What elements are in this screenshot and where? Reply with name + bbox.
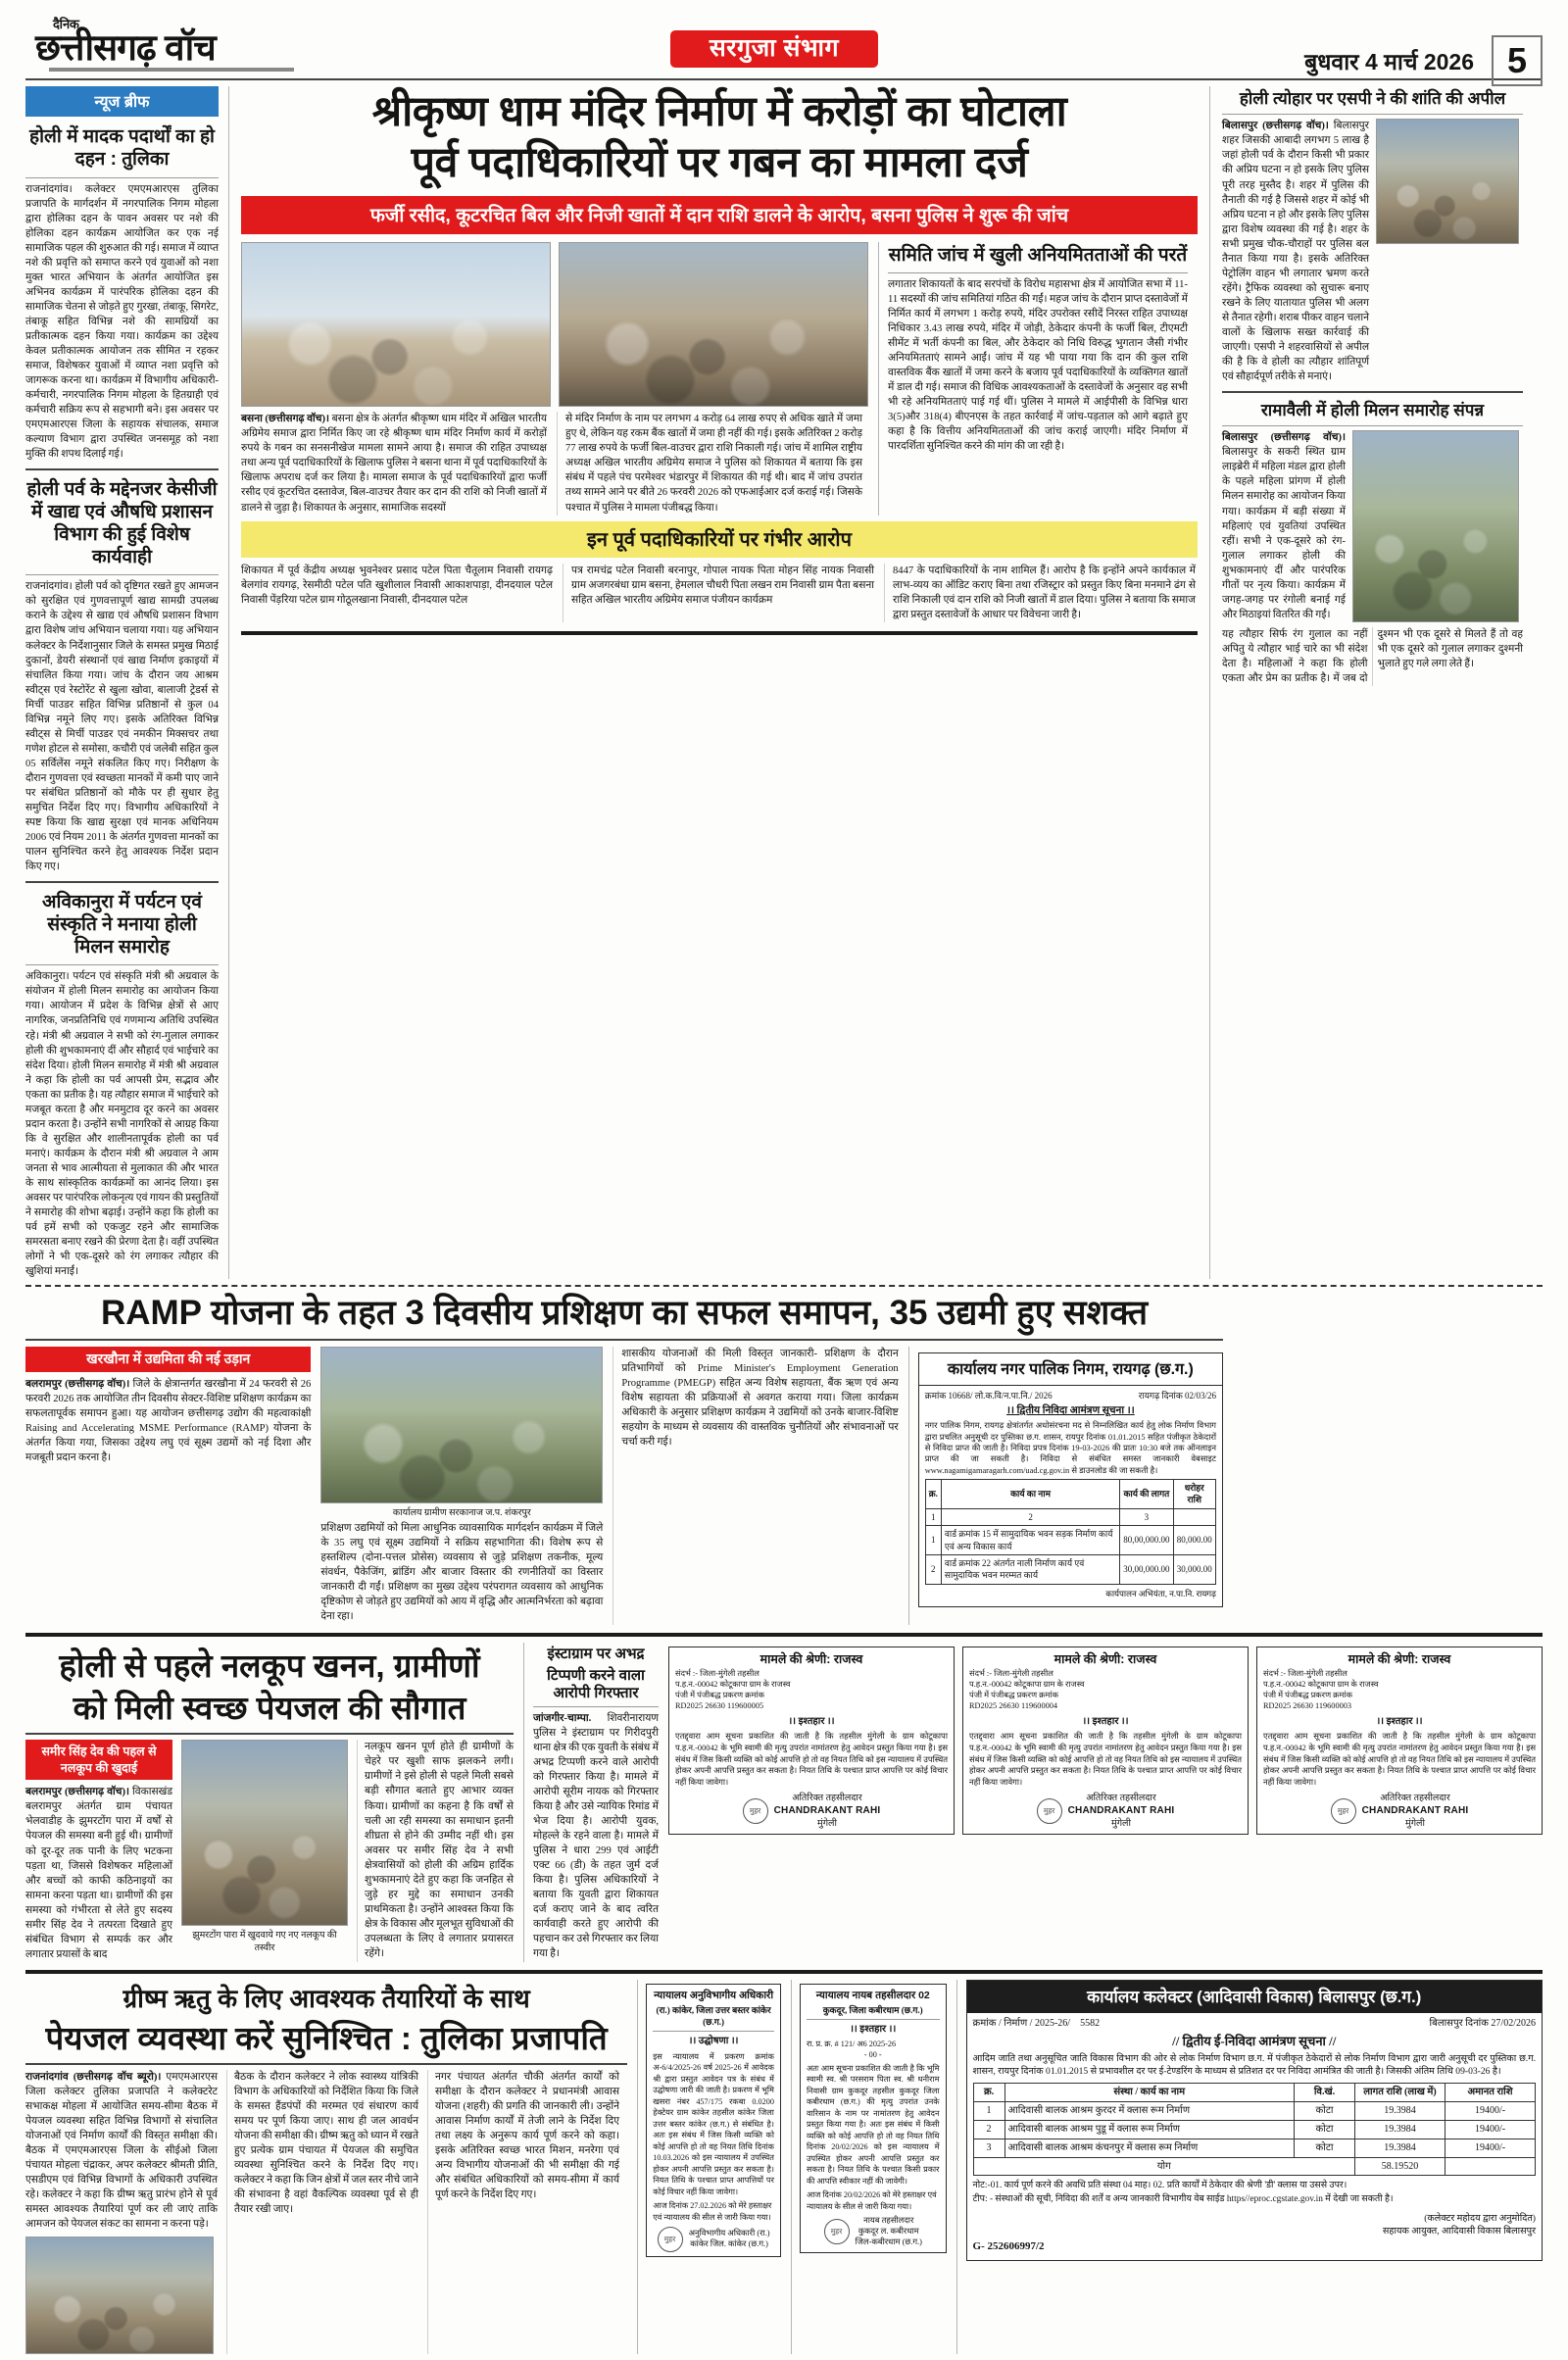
nalkoop-col-2: नलकूप खनन पूर्ण होते ही ग्रामीणों के चेहरे पर खुशी साफ झलकने लगी। ग्रामीणों ने इसे होली से पहले मिली सबसे बड़ी सौगात बताते हुए आभार व्यक्त किया। ग्रामीणों का कहना है कि वर्षों से चली आ रही समस्या का समाधान इतनी शीघ्रता से होने की उम्मीद नहीं थी। इस अवसर पर समीर सिंह देव ने सभी क्षेत्रवासियों को होली की अग्रिम हार्दिक शुभकामनाएं देते हुए कहा कि जनहित से जुड़े हर मुद्दे का समाधान उनकी प्राथमिकता है। उन्होंने आश्वस्त किया कि क्षेत्र के विकास और मूलभूत सुविधाओं की उपलब्धता के लिए वे लगातार प्रयासरत रहेंगे। — [357, 1740, 514, 1961]
main-grid — [25, 86, 1543, 1279]
case-body: एतद्द्वारा आम सूचना प्रकाशित की जाती है कि तहसील मुंगेली के ग्राम कोटूकापा प.ह.न.-00042 के भूमि स्वामी की मृत्यु उपरांत नामांतरण हेतु आवेदन प्रस्तुत किया गया है। इस संबंध में जिस किसी व्यक्ति को कोई आपत्ति हो तो वह नियत तिथि को इस न्यायालय में उपस्थित होकर अपनी आपत्ति प्रस्तुत कर सकता है। नियत तिथि के पश्चात प्राप्त आपत्ति पर कोई विचार नहीं किया जावेगा। — [675, 1732, 948, 1788]
lead-story-col2: से मंदिर निर्माण के नाम पर लगभग 4 करोड़ 64 लाख रुपए से अधिक खाते में जमा हुए थे, लेकिन यह रकम बैंक खातों में जमा ही नहीं की गई। इसके अतिरिक्त 2 करोड़ 77 लाख रुपये के फर्जी बिल-वाउचर द्वारा राशि निकाली गई। जांच में शामिल राष्ट्रीय अध्यक्ष अखिल भारतीय अग्रिमेय समाज ने पुलिस को शिकायत में बताया कि इस संबंध में पहले पंच परमेश्वर भंडारपुर में शिकायत की गई थी। बाद में जांच उपरांत तथ्य सामने आने पर बीते 26 फरवरी 2026 को एफआईआर दर्ज कराई गई। जिसके पश्चात में पुलिस ने मामला पंजीबद्ध किया। — [565, 414, 862, 514]
logo-title: छत्तीसगढ़ वॉच — [35, 27, 216, 68]
raigarh-body: नगर पालिक निगम, रायगढ़ क्षेत्रांतर्गत अधोसंरचना मद से निम्नलिखित कार्य हेतु लोक निर्माण विभाग द्वारा प्रचलित अनुसूची दर पुस्तिका छ.ग. शासन, रायपुर दिनांक 01.01.2015 सहित पंजीकृत ठेकेदारों से निविदा प्राप्त की जाती है। निविदा प्रपत्र दिनांक 19-03-2026 की प्रातः 10:30 बजे तक ऑनलाइन प्राप्त की जा सकती है। निविदा से संबंधित समस्त जानकारी वेबसाइट www.nagamigamaragarh.com/uad.cg.gov.in से डाउनलोड की जा सकती है। — [924, 1421, 1216, 1475]
raigarh-subtitle: ।। द्वितीय निविदा आमंत्रण सूचना ।। — [1005, 1404, 1135, 1416]
table-header-row — [973, 2084, 1535, 2102]
brief-1-body: राजनांदगांव। कलेक्टर एमएमआरएस तुलिका प्रजापति के मार्गदर्शन में नगरपालिक निगम मोहला द्वारा होलिका दहन के पावन अवसर पर नशे की होलिका दहन कार्यक्रम आयोजित कर एक नई सामाजिक पहल की शुरुआत की गई। समाज में व्याप्त नशे की प्रवृत्ति को समाप्त करने एवं युवाओं को नशा मुक्त भारत अभियान के अंतर्गत आयोजित इस अभिनव कार्यक्रम में पारंपरिक होलिका दहन की सामाजिक चेतना से जोड़ते हुए गुरखा, तंबाकू, सिगरेट, तंबाकू सहित विभिन्न नशे की सामग्रियों का प्रतीकात्मक दहन किया गया। कार्यक्रम का उद्देश्य केवल प्रतीकात्मक आयोजन तक सीमित न रहकर समाज, विशेषकर युवाओं में व्याप्त नशा प्रवृत्ति को जागरूक करना था। कार्यक्रम में विभागीय अधिकारी-कर्मचारी, नगरपालिक निगम मोहला के हितग्राही एवं कर्मचारी सक्रिय रूप से सहभागी बने। इस अवसर पर एमएमआरएस जिला के सहायक संचालक, समाज कल्याण विभाग द्वारा उपस्थित जनसमूह को नशा मुक्ति की शपथ दिलाई गई। — [25, 183, 219, 461]
col-sno: क्र. — [925, 1479, 941, 1508]
ramp-headline: RAMP योजना के तहत 3 दिवसीय प्रशिक्षण का सफल समापन, 35 उद्यमी हुए सशक्त — [100, 1294, 1149, 1333]
col-work: संस्था / कार्य का नाम — [1004, 2084, 1294, 2102]
case-divider-label: ।। इश्तहार ।। — [1376, 1715, 1423, 1727]
seal-stamp: मुहर — [658, 2227, 683, 2252]
case-sign-role: अतिरिक्त तहसीलदार — [1380, 1793, 1450, 1803]
bilaspur-ref-no: 5582 — [1080, 2017, 1101, 2029]
nalkoop-photo — [181, 1740, 348, 1926]
nalkoop-redbar: समीर सिंह देव की पहल से नलकूप की खुदाई — [25, 1740, 172, 1780]
bilaspur-body: आदिम जाति तथा अनुसूचित जाति विकास विभाग की ओर से लोक निर्माण विभाग छ.ग. में पंजीकृत ठेकेदारों से लोक निर्माण विभाग द्वारा जारी अनुसूची दर पुस्तिका छ.ग. शासन, रायपुर दिनांक 01.01.2015 से प्रभावशील दर पर ई-टेण्डरिंग के माध्यम से प्रतिशत दर पर निविदा आमंत्रित की जाती है। जिसकी अंतिम तिथि 09-03-26 है। — [972, 2052, 1536, 2078]
insta-headline-2: टिप्पणी करने वाला — [547, 1666, 645, 1684]
raigarh-table — [925, 1479, 1216, 1585]
holi-body: बिलासपुर के सकरी स्थित ग्राम लाइब्रेरी में महिला मंडल द्वारा होली के पहले महिला प्रांगण में होली मिलन समारोह का आयोजन किया गया। कार्यक्रम में बड़ी संख्या में महिलाएं एवं युवतियां उपस्थित रहीं। सभी ने एक-दूसरे को रंग-गुलाल लगाकर होली की शुभकामनाएं दीं और पारंपरिक गीतों पर नृत्य किया। कार्यक्रम में जगह-जगह पर रंगोली बनाई गई और मिठाइयां वितरित की गईं। — [1222, 447, 1346, 620]
kanker-subtitle: (रा.) कांकेर, जिला उत्तर बस्तर कांकेर (छ.ग.) — [656, 2004, 771, 2028]
raigarh-notice — [918, 1352, 1223, 1606]
col-work: कार्य का नाम — [941, 1479, 1119, 1508]
ramp-right-filler — [1235, 1289, 1529, 1624]
divider — [807, 2019, 940, 2020]
middle-row — [25, 1643, 1543, 1962]
accusation-bar: इन पूर्व पदाधिकारियों पर गंभीर आरोप — [241, 521, 1198, 558]
kukdur-ref: रा. प्र. क्र. # 121/ अ6 2025-26 — [806, 2039, 897, 2048]
ramp-dateline: बलरामपुर (छत्तीसगढ़ वॉच)। — [25, 1379, 130, 1391]
accused-col-2: पत्र रामचंद्र पटेल निवासी बरनापुर, गोपाल नायक पिता मोहन सिंह नायक निवासी ग्राम अजगरबंधा ग्राम बसना, हेमलाल चौधरी पिता लखन राम निवासी ग्राम पैता बसना सहित अखिल भारतीय अग्रिमेय समाज पंजीयन कार्यक्रम — [563, 564, 874, 622]
nalkoop-dateline: बलरामपुर (छत्तीसगढ़ वॉच)। — [25, 1787, 129, 1798]
cell-sno: 2 — [925, 1554, 941, 1584]
divider — [1222, 391, 1523, 393]
section-divider — [25, 1970, 1543, 1974]
case-title: मामले की श्रेणी: राजस्व — [1348, 1651, 1451, 1666]
lead-headline-line2: पूर्व पदाधिकारियों पर गबन का मामला दर्ज — [411, 139, 1028, 187]
brief-1-headline: होली में मादक पदार्थों का हो दहन : तुलिका — [29, 126, 215, 170]
cell-emd: 30,000.00 — [1173, 1554, 1216, 1584]
nalkoop-col-1: विकासखंड बलरामपुर अंतर्गत ग्राम पंचायत भेलवाडीह के झुमरटोंग पारा में वर्षों से पेयजल की समस्या बनी हुई थी। ग्रामीणों को दूर-दूर तक पानी के लिए भटकना पड़ता था, जिससे विशेषकर महिलाओं और बच्चों को काफी कठिनाइयों का सामना करना पड़ता था। ग्रामीणों की इस समस्या को गंभीरता से लेते हुए सदस्य समीर सिंह देव ने तत्परता दिखाते हुए संबंधित विभाग से सम्पर्क कर और लगातार प्रयासों के बाद — [25, 1787, 172, 1960]
accused-block — [241, 564, 1198, 622]
kukdur-sign-dist: जिल-कबीरधाम (छ.ग.) — [855, 2237, 922, 2246]
cell-emd: 19400/- — [1446, 2120, 1536, 2139]
col-sno: क्र. — [973, 2084, 1004, 2102]
case-ref — [675, 1669, 948, 1711]
case-title: मामले की श्रेणी: राजस्व — [1054, 1651, 1157, 1666]
lead-headline-line1: श्रीकृष्ण धाम मंदिर निर्माण में करोड़ों का घोटाला — [371, 88, 1067, 135]
cell-cost: 80,00,000.00 — [1120, 1526, 1173, 1555]
sp-officer-photo — [1376, 119, 1519, 244]
bilaspur-subtitle: // द्वितीय ई-निविदा आमंत्रण सूचना // — [1172, 2033, 1337, 2048]
sp-body: बिलासपुर शहर जिसकी आबादी लगभग 5 लाख है जहां होली पर्व के दौरान किसी भी प्रकार की अप्रिय घटना न हो इसके लिए पुलिस पूरी तरह मुस्तैद है। शहर में पुलिस की तैनाती की गई है जिससे शहर में कोई भी अप्रिय घटना न हो और इसके लिए पुलिस द्वारा विशेष व्यवस्था की गई है। शहर के सभी प्रमुख चौक-चौराहों पर पुलिस बल तैनात किया गया है। इसके अतिरिक्त पेट्रोलिंग वाहन भी लगातार भ्रमण करते रहेंगे। ट्रैफिक व्यवस्था को सुचारू बनाए रखने के लिए यातायात पुलिस भी अलग से तैनात रहेगी। शराब पीकर वाहन चलाने वालों के खिलाफ सख्त कार्रवाई की जाएगी। एसपी ने शहरवासियों से अपील की है कि वे होली का त्यौहार शांतिपूर्ण एवं सौहार्दपूर्ण तरीके से मनाएं। — [1222, 121, 1369, 382]
bottom-row — [25, 1980, 1543, 2354]
divider — [25, 881, 219, 883]
cell-division: कोटा — [1295, 2139, 1355, 2157]
bilaspur-ref: क्रमांक / निर्माण / 2025-26/ — [972, 2017, 1071, 2029]
lead-story-block — [241, 242, 1198, 515]
kukdur-body: अतः आम सूचना प्रकाशित की जाती है कि भूमि स्वामी स्व. श्री परसराम पिता स्व. श्री धनीराम निवासी ग्राम कुकदूर तहसील कुकदूर जिला कबीरधाम (छ.ग.) की मृत्यु उपरांत उनके वारिसान के नाम पर नामांतरण हेतु आवेदन प्रस्तुत किया गया है। अतः इस संबंध में किसी व्यक्ति को कोई आपत्ति हो तो वह नियत तिथि दिनांक 20/02/2026 को इस न्यायालय में उपस्थित होकर अपनी आपत्ति प्रस्तुत कर सकता है। नियत तिथि के पश्चात किसी प्रकार की आपत्ति स्वीकार नहीं की जावेगी। — [806, 2063, 940, 2186]
ramp-training-photo — [320, 1347, 603, 1503]
kukdur-date-line: आज दिनांक 20/02/2026 को मेरे हस्ताक्षर एवं न्यायालय के सील से जारी किया गया। — [806, 2190, 937, 2211]
insta-section — [523, 1643, 659, 1962]
cell-work: आदिवासी बालक आश्रम कुरदर में क्लास रूम निर्माण — [1004, 2102, 1294, 2121]
logo-underline — [49, 68, 294, 72]
case-divider-label: ।। इश्तहार ।। — [788, 1715, 835, 1727]
section-divider — [25, 1633, 1543, 1637]
case-sign-name: CHANDRAKANT RAHI — [773, 1805, 881, 1817]
news-brief-badge: न्यूज ब्रीफ — [25, 86, 219, 117]
case-sign-place: मुंगेली — [1405, 1818, 1425, 1829]
num-2: 2 — [941, 1508, 1119, 1525]
bottom-headline-1: ग्रीष्म ऋतु के लिए आवश्यक तैयारियों के साथ — [122, 1983, 530, 2013]
bottom-col-2: बैठक के दौरान कलेक्टर ने लोक स्वास्थ्य यांत्रिकी विभाग के अधिकारियों को निर्देशित किया कि जिले के समस्त हैंडपंपों की मरम्मत एवं संधारण कार्य समय पर पूर्ण किया जाए। साथ ही जल आवर्धन योजना की समीक्षा की। ग्रीष्म ऋतु को ध्यान में रखते हुए प्रत्येक ग्राम पंचायत में पेयजल की समुचित व्यवस्था सुनिश्चित करने के निर्देश दिए गए। कलेक्टर ने कहा कि जिन क्षेत्रों में जल स्तर नीचे जाने की संभावना है वहां वैकल्पिक व्यवस्था पूर्व से ही तैयार रखी जाए। — [226, 2070, 418, 2354]
raigarh-place-date: रायगढ़ दिनांक 02/03/26 — [1138, 1391, 1216, 1401]
cell-sno: 1 — [925, 1526, 941, 1555]
case-ref — [969, 1669, 1242, 1711]
case-sign-place: मुंगेली — [1111, 1818, 1131, 1829]
cell-cost: 19.3984 — [1355, 2120, 1446, 2139]
cell-cost: 19.3984 — [1355, 2102, 1446, 2121]
table-row — [973, 2139, 1535, 2157]
kukdur-subtitle: कुकदूर, जिला कबीरधाम (छ.ग.) — [822, 2004, 923, 2015]
kanker-date-line: आज दिनांक 27.02.2026 को मेरे हस्ताक्षर एवं न्यायालय की सील से जारी किया गया। — [653, 2201, 772, 2222]
masthead — [25, 18, 1543, 78]
section-divider — [241, 631, 1198, 635]
cell-emd: 19400/- — [1446, 2139, 1536, 2157]
ramp-redbar: खरखौना में उद्यमिता की नई उड़ान — [25, 1347, 311, 1372]
insta-headline-3: आरोपी गिरफ्तार — [553, 1684, 639, 1701]
total-blank — [1446, 2157, 1536, 2176]
cell-work: आदिवासी बालक आश्रम कंचनपुर में क्लास रूम निर्माण — [1004, 2139, 1294, 2157]
bottom-left-section — [25, 1980, 627, 2354]
table-header-row — [925, 1479, 1215, 1508]
col-emd: अमानत राशि — [1446, 2084, 1536, 2102]
case-divider-label: ।। इश्तहार ।। — [1082, 1715, 1129, 1727]
lead-subheadline: फर्जी रसीद, कूटरचित बिल और निजी खातों में दान राशि डालने के आरोप, बसना पुलिस ने शुरू की जांच — [241, 196, 1198, 234]
case-ref-line: RD2025 26630 119600005 — [675, 1700, 764, 1710]
holi-milan-headline: रामावैली में होली मिलन समारोह संपन्न — [1260, 400, 1485, 419]
holi-dateline: बिलासपुर (छत्तीसगढ़ वॉच)। — [1222, 432, 1346, 444]
bilaspur-tender-wrap — [956, 1980, 1543, 2354]
nalkoop-caption: झुमरटोंग पारा में खुदवाये गए नए नलकूप की तस्वीर — [192, 1931, 337, 1954]
num-4 — [1173, 1508, 1216, 1525]
brief-3-body: अविकानुरा। पर्यटन एवं संस्कृति मंत्री श्री अग्रवाल के संयोजन में होली मिलन समारोह का आयोजन किया गया। आयोजन में प्रदेश के विभिन्न क्षेत्रों से आए नागरिक, जनप्रतिनिधि एवं गणमान्य अतिथि उपस्थित रहे। मंत्री श्री अग्रवाल ने सभी को रंग-गुलाल लगाकर होली की शुभकामनाएं दीं और सौहार्द एवं भाईचारे का संदेश दिया। होली मिलन समारोह में मंत्री श्री अग्रवाल ने कहा कि होली का पर्व आपसी प्रेम, सद्भाव और एकता का प्रतीक है। यह त्यौहार समाज में भाईचारे को मजबूत करता है और मनमुटाव दूर करने का अवसर प्रदान करता है। उन्होंने सभी नागरिकों से आग्रह किया कि वे सुरक्षित और शालीनतापूर्वक होली का पर्व मनाएं। कार्यक्रम के दौरान मंत्री श्री अग्रवाल ने आम जनता से भाव आत्मीयता से मुलाकात की और भारत के साथ सांस्कृतिक कार्यक्रमों का आनंद लिया। इस अवसर पर पारंपरिक लोकनृत्य एवं गायन की प्रस्तुतियों ने समारोह की शोभा बढ़ाई। उन्होंने कहा कि होली का पर्व हमें सभी को एकजुट रहने और सामाजिक समरसता बनाए रखने की प्रेरणा देता है। वहीं उपस्थित लोगों ने भी एक-दूसरे को रंग लगाकर त्यौहार की खुशियां मनाईं। — [25, 971, 219, 1278]
total-label: योग — [973, 2157, 1354, 2176]
sp-dateline: बिलासपुर (छत्तीसगढ़ वॉच)। — [1222, 121, 1329, 132]
date-block — [1219, 18, 1543, 86]
kukdur-notice: न्यायालय नायब तहसीलदार 02 कुकदूर, जिला कबीरधाम (छ.ग.) ।। इश्तहार ।। रा. प्र. क्र. # 121/ अ6 2025-26 - 00 - अतः आम सूचना प्रकाशित की जाती है कि भूमि स्वामी स्व. श्री परसराम पिता स्व. श्री धनीराम निवासी ग्राम कुकदूर तहसील कुकदूर जिला कबीरधाम (छ.ग.) की मृत्यु उपरांत उनके वारिसान के नाम पर नामांतरण हेतु आवेदन प्रस्तुत किया गया है। अतः इस संबंध में किसी व्यक्ति को कोई आपत्ति हो तो वह नियत तिथि दिनांक 20/02/2026 को इस न्यायालय में उपस्थित होकर अपनी आपत्ति प्रस्तुत कर सकता है। नियत तिथि के पश्चात किसी प्रकार की आपत्ति स्वीकार नहीं की जावेगी। आज दिनांक 20/02/2026 को मेरे हस्ताक्षर एवं न्यायालय के सील से जारी किया गया। मुहर नायब तहसीलदार कुकदूर ल. कबीरधाम जिल-कबीरधाम (छ.ग.) — [791, 1980, 947, 2354]
cell-work: वार्ड क्रमांक 22 अंतर्गत नाली निर्माण कार्य एवं सामुदायिक भवन मरम्मत कार्य — [941, 1554, 1119, 1584]
temple-photo-2 — [559, 242, 868, 407]
sidebox-headline: समिति जांच में खुली अनियमितताओं की परतें — [888, 245, 1188, 267]
kukdur-sign-place: कुकदूर ल. कबीरधाम — [858, 2226, 919, 2236]
holi-milan-photo — [1352, 430, 1519, 622]
holi-body-2: यह त्यौहार सिर्फ रंग गुलाल का नहीं अपितु ये त्यौहार भाई चारे का भी संदेश देता है। महिलाओं ने कहा कि होली एकता और प्रेम का प्रतीक है। में जब दो दुश्मन भी एक दूसरे से मिलते हैं तो वह भी एक दूसरे को गुलाल लगाकर दुश्मनी भुलाते हुए गले लगा लेते हैं। — [1222, 629, 1523, 685]
ramp-photo-caption: कार्यालय ग्रामीण सरकानाज ज.प. शंकरपुर — [392, 1508, 531, 1519]
col-emd: धरोहर राशि — [1173, 1479, 1216, 1508]
accused-col-1: शिकायत में पूर्व केंद्रीय अध्यक्ष भुवनेश्वर प्रसाद पटेल पिता चैतूलाम निवासी रायगढ़ बेलगांव रायगढ़, रेसमीठी पटेल पति खुशीलाल निवासी आकाशपाड़ा, दीनदयाल पटेल निवासी पेंड़रिया पटेल ग्राम गोठूलखाना निवासी, दीनदयाल पटेल — [241, 565, 553, 606]
case-ref-line: संदर्भ :- जिला-मुंगेली तहसील — [969, 1669, 1054, 1679]
cell-emd: 19400/- — [1446, 2102, 1536, 2121]
kukdur-title: न्यायालय नायब तहसीलदार 02 — [815, 1989, 930, 2001]
sp-appeal-headline: होली त्योहार पर एसपी ने की शांति की अपील — [1239, 89, 1506, 108]
cell-sno: 3 — [973, 2139, 1004, 2157]
num-1: 1 — [925, 1508, 941, 1525]
publication-date: बुधवार 4 मार्च 2026 — [1304, 49, 1474, 74]
case-notice — [962, 1643, 1249, 1962]
case-sign-name: CHANDRAKANT RAHI — [1067, 1805, 1175, 1817]
accused-col-3: 8447 के पदाधिकारियों के नाम शामिल हैं। आरोप है कि इन्होंने अपने कार्यकाल में लाभ-व्यय का ऑडिट कराए बिना तथा रजिस्ट्रार को प्रस्तुत किए बिना मनमाने ढंग से राशि निकाली एवं दान राशि को निजी खातों में डाल दिया। पुलिस ने बताया कि समाज द्वारा प्रस्तुत दस्तावेजों के आधार पर विवेचना जारी है। — [884, 564, 1196, 622]
collector-photo — [25, 2237, 214, 2354]
divider — [653, 2031, 774, 2032]
ramp-col-2: प्रशिक्षण उद्यमियों को मिला आधुनिक व्यावसायिक मार्गदर्शन कार्यक्रम में जिले के 35 लघु एवं सूक्ष्म उद्यमियों ने सक्रिय सहभागिता की। विशेष रूप से हस्तशिल्प (दोना-पत्तल प्रोसेस) व्यवसाय से जुड़े प्रशिक्षण तकनीक, मूल्य संवर्धन, पैकेजिंग, ब्रांडिंग और बाजार विस्तार की रणनीतियों का विस्तार जानकारी दी गईं। प्रशिक्षण का मुख्य उद्देश्य परंपरागत व्यवसाय को आधुनिक दृष्टिकोण से जोड़ते हुए उद्यमियों को आय में वृद्धि और आत्मनिर्भरता को बढ़ावा देना रहा। — [320, 1523, 604, 1623]
col-cost: कार्य की लागत — [1120, 1479, 1173, 1508]
case-ref-line: संदर्भ :- जिला-मुंगेली तहसील — [1263, 1669, 1348, 1679]
case-ref-line: प.ह.न.-00042 कोटूकापा ग्राम के राजस्व — [969, 1680, 1085, 1690]
bilaspur-tender — [966, 1980, 1543, 2261]
kanker-sign-place: कांकेर जिल. कांकेर (छ.ग.) — [690, 2238, 768, 2248]
nalkoop-headline-1: होली से पहले नलकूप खनन, ग्रामीणों — [59, 1647, 480, 1684]
case-ref-line: RD2025 26630 119600004 — [969, 1700, 1058, 1710]
bilaspur-signer: सहायक आयुक्त, आदिवासी विकास बिलासपुर — [1382, 2225, 1536, 2237]
kanker-notice — [637, 1980, 781, 2354]
raigarh-notice-title: कार्यालय नगर पालिक निगम, रायगढ़ (छ.ग.) — [919, 1353, 1222, 1386]
brief-3-headline: अविकानुरा में पर्यटन एवं संस्कृति ने मनाया होली मिलन समारोह — [42, 892, 202, 958]
ramp-col-3: शासकीय योजनाओं की मिली विस्तृत जानकारी- प्रशिक्षण के दौरान प्रतिभागियों को Prime Minister's Employment Generation Programme (PMEGP) सहित अन्य विशेष सहायता, बैंक ऋण एवं अन्य विशेष सहायता की प्रक्रियाओं से अवगत कराया गया। जिला कार्यक्रम अधिकारी के अनुसार प्रशिक्षण कार्यक्रम ने उद्यमियों को उनके बाजार-विशिष्ट सहयोग के माध्यम से व्यवसाय की वास्तविक चुनौतियों और संभावनाओं पर चर्चा करी गई। — [612, 1347, 898, 1624]
num-3: 3 — [1120, 1508, 1173, 1525]
dashed-divider — [25, 1285, 1543, 1287]
cell-cost: 19.3984 — [1355, 2139, 1446, 2157]
cell-sno: 2 — [973, 2120, 1004, 2139]
insta-body: शिवरीनारायण पुलिस ने इंस्टाग्राम पर गिरीदपुरी थाना क्षेत्र की एक युवती के संबंध में अभद्र टिप्पणी करने वाले आरोपी को गिरफ्तार किया है। मामले में आरोपी सूरीम नायक को गिरफ्तार किया है और उसे न्यायिक रिमांड में भेज दिया है। आरोपी युवक, मोहल्ले के रहने वाला है। मामले में पुलिस ने धारा 299 एवं आईटी एक्ट 66 (डी) के तहत जुर्म दर्ज किया है। पुलिस अधिकारियों ने बताया कि युवती द्वारा शिकायत दर्ज कराए जाने के बाद त्वरित कार्यवाही करते हुए आरोपी की पहचान कर उसे गिरफ्तार कर लिया गया है। — [533, 1712, 659, 1960]
case-body: एतद्द्वारा आम सूचना प्रकाशित की जाती है कि तहसील मुंगेली के ग्राम कोटूकापा प.ह.न.-00042 के भूमि स्वामी की मृत्यु उपरांत नामांतरण हेतु आवेदन प्रस्तुत किया गया है। इस संबंध में जिस किसी व्यक्ति को कोई आपत्ति हो तो वह नियत तिथि को इस न्यायालय में उपस्थित होकर अपनी आपत्ति प्रस्तुत कर सकता है। नियत तिथि के पश्चात प्राप्त आपत्ति पर कोई विचार नहीं किया जावेगा। — [1263, 1732, 1536, 1788]
nalkoop-headline-2: को मिली स्वच्छ पेयजल की सौगात — [73, 1690, 466, 1727]
table-row — [925, 1554, 1215, 1584]
logo-kicker: दैनिक — [53, 17, 79, 31]
brief-2-headline: होली पर्व के मद्देनजर केसीजी में खाद्य एवं औषधि प्रशासन विभाग की हुई विशेष कार्यवाही — [26, 479, 218, 567]
table-numrow — [925, 1508, 1215, 1525]
cell-division: कोटा — [1295, 2120, 1355, 2139]
kanker-divider-label: ।। उद्घोषणा ।। — [688, 2036, 739, 2047]
case-ref-line: प.ह.न.-00042 कोटूकापा ग्राम के राजस्व — [1263, 1680, 1379, 1690]
edition-wrap — [329, 18, 1219, 68]
bilaspur-note-2: टीप: - संस्थाओं की सूची, निविदा की शर्तें व अन्य जानकारी विभागीय वेब साईड https//eproc.cgstate.gov.in में देखी जा सकती है। — [972, 2193, 1394, 2204]
case-sign-name: CHANDRAKANT RAHI — [1361, 1805, 1469, 1817]
case-notice-group — [668, 1643, 1543, 1962]
cell-cost: 30,00,000.00 — [1120, 1554, 1173, 1584]
bilaspur-place-date: बिलासपुर दिनांक 27/02/2026 — [1429, 2017, 1536, 2029]
seal-stamp: मुहर — [824, 2219, 850, 2244]
table-row — [973, 2102, 1535, 2121]
case-sign-role: अतिरिक्त तहसीलदार — [1086, 1793, 1156, 1803]
case-ref-line: संदर्भ :- जिला-मुंगेली तहसील — [675, 1669, 760, 1679]
cell-work: आदिवासी बालक आश्रम पुडू में क्लास रूम निर्माण — [1004, 2120, 1294, 2139]
seal-stamp: मुहर — [1037, 1798, 1062, 1824]
nalkoop-section — [25, 1643, 514, 1962]
bottom-col-3: नगर पंचायत अंतर्गत चौकी अंतर्गत कार्यों को समीक्षा के दौरान कलेक्टर ने प्रधानमंत्री आवास योजना (शहरी) की प्रगति की जानकारी ली। उन्होंने आवास निर्माण कार्यों में तेजी लाने के निर्देश दिए तथा लक्ष्य के अनुरूप कार्य पूर्ण करने को कहा। इसके अतिरिक्त स्वच्छ भारत मिशन, मनरेगा एवं अन्य विभागीय योजनाओं की भी समीक्षा की गई और संबंधित अधिकारियों को समय-सीमा में कार्य पूर्ण करने के निर्देश दिए गए। — [427, 2070, 619, 2354]
insta-headline-1: इंस्टाग्राम पर अभद्र — [547, 1645, 645, 1662]
page-number: 5 — [1492, 35, 1543, 86]
bilaspur-gnum: G- 252606997/2 — [972, 2240, 1045, 2253]
newspaper-logo[interactable] — [25, 18, 329, 72]
brief-2-body: राजनांदगांव। होली पर्व को दृष्टिगत रखते हुए आमजन को सुरक्षित एवं गुणवत्तापूर्ण खाद्य सामग्री उपलब्ध कराने के उद्देश्य से खाद्य एवं औषधि प्रशासन विभाग द्वारा विशेष जांच अभियान चलाया गया। यह अभियान कलेक्टर के निर्देशानुसार जिले के समस्त प्रमुख मिठाई दुकानों, डेयरी संस्थानों एवं खाद्य निर्माण इकाइयों में संचालित किया गया। जांच के दौरान जय आश्रम स्वीट्स एवं रेस्टोरेंट से खुला खोवा, बालाजी ट्रेडर्स से मिर्ची पाउडर सहित विभिन्न प्रतिष्ठानों से कुल 04 विभिन्न नमूने लिए गए। इसके अतिरिक्त विभिन्न स्वीट्स से मिर्ची पाउडर एवं नमकीन मिक्सचर तथा गणेश होटल से समोसा, कचौरी एवं जलेबी सहित कुल 05 सर्विलेंस नमूने संकलित किए गए। निरीक्षण के दौरान गुणवत्ता एवं स्वच्छता मानकों में कमी पाए जाने पर संबंधित प्रतिष्ठानों को मौके पर ही सुधार हेतु समुचित निर्देश दिए गए। विभागीय अधिकारियों ने स्पष्ट किया कि खाद्य सुरक्षा एवं मानक अधिनियम 2006 एवं नियम 2011 के अंतर्गत गुणवत्ता मानकों का पालन सुनिश्चित करने हेतु आवश्यक निर्देश प्रदान किए गए। — [25, 581, 219, 872]
bilaspur-title: कार्यालय कलेक्टर (आदिवासी विकास) बिलासपुर (छ.ग.) — [967, 1981, 1542, 2013]
col-division: वि.खं. — [1295, 2084, 1355, 2102]
ramp-section — [25, 1289, 1223, 1624]
table-row — [925, 1526, 1215, 1555]
divider — [25, 468, 219, 470]
case-title: मामले की श्रेणी: राजस्व — [760, 1651, 863, 1666]
raigarh-ref: क्रमांक 10668/ लो.क.वि/न.पा.नि./ 2026 — [924, 1391, 1053, 1401]
seal-stamp: मुहर — [1331, 1798, 1356, 1824]
case-sign-role: अतिरिक्त तहसीलदार — [792, 1793, 862, 1803]
raigarh-notice-wrap — [908, 1347, 1223, 1624]
bottom-headline-2: पेयजल व्यवस्था करें सुनिश्चित : तुलिका प्रजापति — [45, 2019, 608, 2056]
lead-story-col1: बसना क्षेत्र के अंतर्गत श्रीकृष्ण धाम मंदिर में अखिल भारतीय अग्रिमेय समाज द्वारा निर्मित किए जा रहे श्रीकृष्ण धाम मंदिर निर्माण कार्य में करोड़ों रुपये के गबन का सनसनीखेज मामला सामने आया है। समाज की राहित उपाध्यक्ष तथा अन्य पूर्व पदाधिकारियों के खिलाफ पुलिस ने बसना थाना में पूर्व पदाधिकारियों के खिलाफ अपराध दर्ज कर लिया है। मामला समाज के पूर्व पदाधिकारियों द्वारा फर्जी रसीद एवं कूटरचित दस्तावेज, बिल-वाउचर तैयार कर दान की राशि को निजी खातों में डालने से जुड़ा है। शिकायत के अनुसार, सामाजिक सदस्यों — [241, 414, 547, 514]
right-column — [1209, 86, 1523, 1279]
lead-dateline: बसना (छत्तीसगढ़ वॉच)। — [241, 414, 330, 425]
table-row — [973, 2120, 1535, 2139]
cell-work: वार्ड क्रमांक 15 में सामुदायिक भवन सड़क निर्माण कार्य एवं अन्य विकास कार्य — [941, 1526, 1119, 1555]
total-value: 58.19520 — [1355, 2157, 1446, 2176]
kanker-title: न्यायालय अनुविभागीय अधिकारी — [654, 1989, 774, 2001]
cell-division: कोटा — [1295, 2102, 1355, 2121]
bilaspur-note-1: नोट:-01. कार्य पूर्ण करने की अवधि प्रति संस्था 04 माह। 02. प्रति कार्यों में ठेकेदार की श्रेणी 'डी' क्लास या उससे उपर। — [972, 2181, 1348, 2191]
kanker-body: इस न्यायालय में प्रकरण क्रमांक अ-6/4/2025-26 वर्ष 2025-26 में आवेदक श्री द्वारा प्रस्तुत आवेदन पत्र के संबंध में उद्घोषणा जारी की जाती है। प्रकरण में भूमि खसरा नंबर 457/175 रकबा 0.0200 हेक्टेयर ग्राम कांकेर तहसील कांकेर जिला उत्तर बस्तर कांकेर (छ.ग.) से संबंधित है। अतः इस संबंध में जिस किसी व्यक्ति को कोई आपत्ति हो तो वह नियत तिथि दिनांक 10.03.2026 को इस न्यायालय में उपस्थित होकर अपनी आपत्ति प्रस्तुत कर सकता है। नियत तिथि के पश्चात प्राप्त आपत्तियों पर कोई विचार नहीं किया जावेगा। — [653, 2051, 774, 2196]
seal-stamp: मुहर — [743, 1798, 768, 1824]
case-body: एतद्द्वारा आम सूचना प्रकाशित की जाती है कि तहसील मुंगेली के ग्राम कोटूकापा प.ह.न.-00042 के भूमि स्वामी की मृत्यु उपरांत नामांतरण हेतु आवेदन प्रस्तुत किया गया है। इस संबंध में जिस किसी व्यक्ति को कोई आपत्ति हो तो वह नियत तिथि को इस न्यायालय में उपस्थित होकर अपनी आपत्ति प्रस्तुत कर सकता है। नियत तिथि के पश्चात प्राप्त आपत्ति पर कोई विचार नहीं किया जावेगा। — [969, 1732, 1242, 1788]
edition-badge: सरगुजा संभाग — [670, 30, 878, 68]
kukdur-divider-label: ।। इश्तहार ।। — [850, 2024, 897, 2036]
insta-dateline: जांजगीर-चाम्पा. — [533, 1712, 592, 1724]
left-column — [25, 86, 229, 1279]
bilaspur-approved: (कलेक्टर महोदय द्वारा अनुमोदित) — [1424, 2212, 1536, 2224]
col-cost: लागत राशि (लाख में) — [1355, 2084, 1446, 2102]
temple-photo-1 — [241, 242, 551, 407]
case-sign-place: मुंगेली — [817, 1818, 837, 1829]
center-column — [229, 86, 1209, 1279]
case-notice — [1256, 1643, 1543, 1962]
case-ref-line: प.ह.न.-00042 कोटूकापा ग्राम के राजस्व — [675, 1680, 791, 1690]
sidebox-body: लगातार शिकायतों के बाद सरपंचों के विरोध महासभा क्षेत्र में आयोजित सभा में 11-11 सदस्यों की जांच समितियां गठित की गईं। महज जांच के दौरान प्राप्त दस्तावेजों में निर्मित कार्य में लगभग 1 करोड़ रुपये, मंदिर उपरोक्त रसीदें निरस्त राहित उपाध्यक्ष निधिकार 3.43 लाख रुपये, मंदिर में जोड़ी, ठेकेदार कंपनी के फर्जी बिल, टीएमटी सीमेंट में भर्ती कंपनी का बिल, और ठेकेदार को निधि विरुद्ध भुगतान जैसी गंभीर अनियमितताएं सामने आईं। जांच में यह भी पाया गया कि दान की कुल राशि वास्तविक बैंक खातों में जमा करने के बजाय पूर्व पदाधिकारियों के व्यक्तिगत खातों में डाल दी गई। समाज की विधिक आवश्यकताओं के दस्तावेजों के अनुसार वह सभी भी रहे अनियमितताएं पाई गई थीं। पुलिस ने मामले में आईपीसी के विभिन्न धारा 3(5)और 318(4) बीएनएस के तहत कार्रवाई में जांच-पड़ताल को आगे बढ़ाते हुए कहा है कि वित्तीय अनियमितताओं की जांच कराई जाएगी। मंदिर निर्माण में पारदर्शिता सुनिश्चित करने की मांग की जा रही है। — [888, 279, 1188, 453]
case-notice — [668, 1643, 955, 1962]
bottom-dateline: राजनांदगांव (छत्तीसगढ़ वॉच ब्यूरो)। — [25, 2071, 162, 2083]
case-ref-line: पंजी में पंजीबद्ध प्रकरण क्रमांक — [675, 1690, 765, 1699]
case-ref-line: पंजी में पंजीबद्ध प्रकरण क्रमांक — [969, 1690, 1059, 1699]
bilaspur-table — [973, 2083, 1536, 2176]
ramp-row — [25, 1289, 1543, 1624]
bottom-col-1: एमएमआरएस जिला कलेक्टर तुलिका प्रजापति ने कलेक्टरेट सभाकक्ष मोहला में आयोजित समय-सीमा बैठक में पेयजल व्यवस्था सहित विभिन्न विभागों से संचालित योजनाओं एवं निर्माण कार्यों की विस्तृत समीक्षा की। बैठक में एमएमआरएस जिला के सीईओ जिला पंचायत मोहला चंद्राकर, अपर कलेक्टर श्रीमती प्रीति, एसडीएम एवं विभिन्न विभागों के अधिकारी उपस्थित रहे। कलेक्टर ने कहा कि ग्रीष्म ऋतु प्रारंभ होने से पूर्व समस्त आवश्यक तैयारियां पूर्ण कर ली जाएं ताकि आमजन को पेयजल संकट का सामना न करना पड़े। — [25, 2071, 218, 2230]
table-total-row — [973, 2157, 1535, 2176]
kanker-sign-role: अनुविभागीय अधिकारी (रा.) — [688, 2229, 770, 2238]
lead-left — [241, 242, 868, 515]
cell-sno: 1 — [973, 2102, 1004, 2121]
cell-emd: 80,000.00 — [1173, 1526, 1216, 1555]
case-ref-line: RD2025 26630 119600003 — [1263, 1700, 1352, 1710]
kukdur-sign-role: नायब तहसीलदार — [863, 2216, 914, 2225]
lead-sidebox — [878, 242, 1188, 515]
case-ref-line: पंजी में पंजीबद्ध प्रकरण क्रमांक — [1263, 1690, 1353, 1699]
raigarh-signer: कार्यपालन अभियंता, न.पा.नि. रायगढ़ — [1105, 1588, 1216, 1598]
ramp-col-1: जिले के क्षेत्रान्तर्गत खरखौना में 24 फरवरी से 26 फरवरी 2026 तक आयोजित तीन दिवसीय सेक्टर-विशिष्ट प्रशिक्षण कार्यक्रम का सफलतापूर्वक समापन हुआ। यह आयोजन छत्तीसगढ़ उद्योग की महत्वाकांक्षी Raising and Accelerating MSME Performance (RAMP) योजना के अंतर्गत किया गया, जिसका उद्देश्य लघु एवं सूक्ष्म उद्यमों को नई दिशा और मजबूती प्रदान करना है। — [25, 1379, 312, 1464]
case-ref — [1263, 1669, 1536, 1711]
